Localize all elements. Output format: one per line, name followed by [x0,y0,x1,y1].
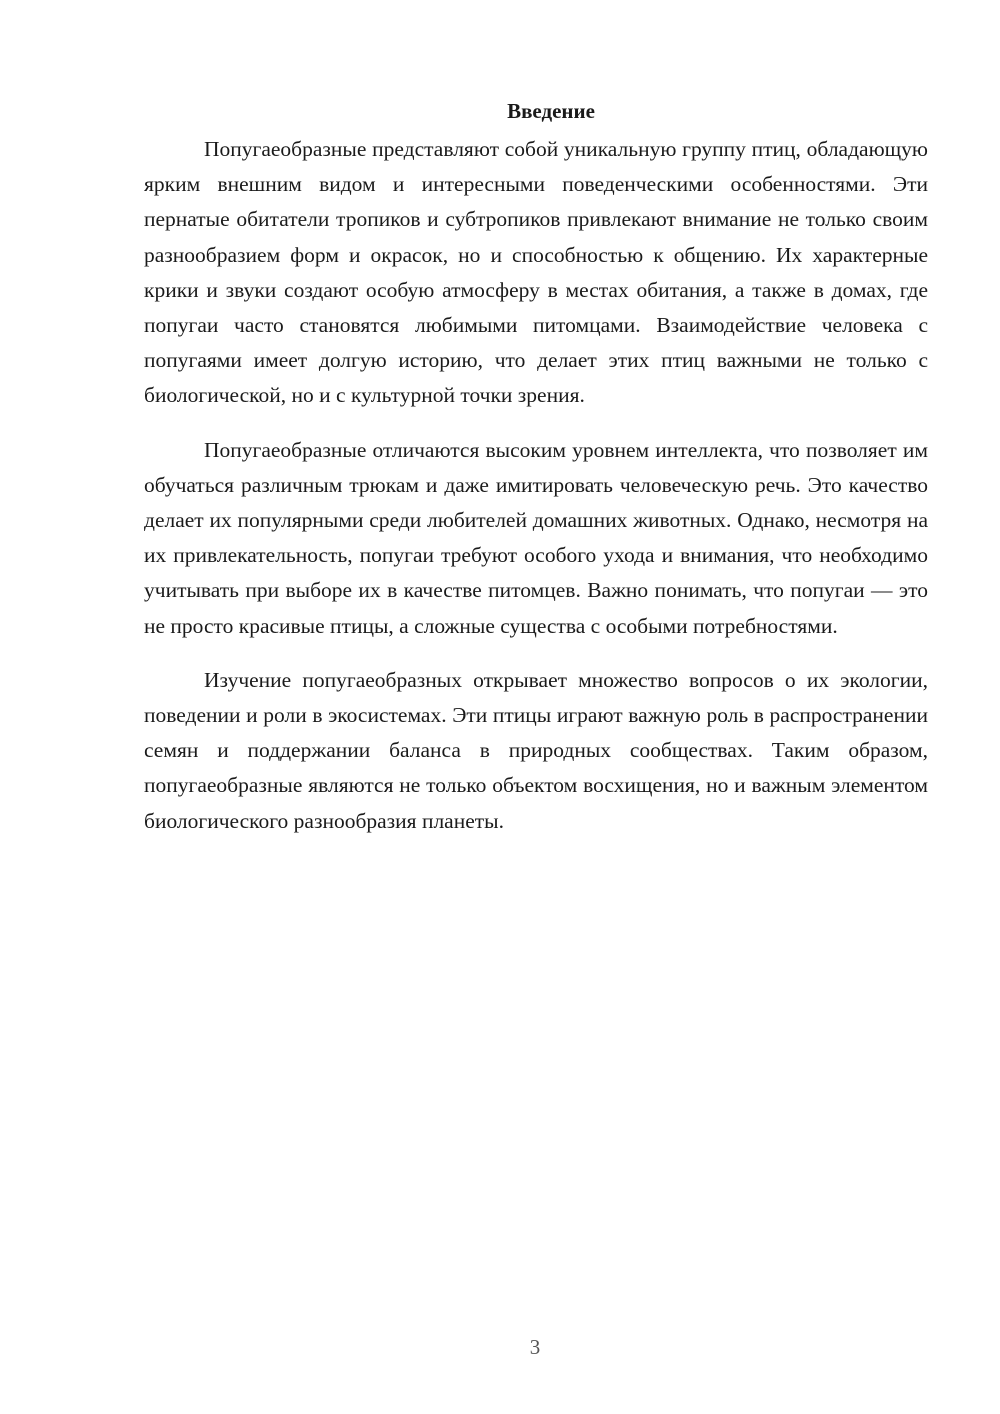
page-number: 3 [529,1335,541,1359]
page-content [144,96,928,839]
paragraph-3: Изучение попугаеобразных открывает множество вопросов о их экологии, поведении и роли в экосистемах. Эти птицы играют важную роль в распространении семян и поддержании баланса в природных сообществах. Таким образом, попугаеобразные являются не только объектом восхищения, но и важным элементом биологического разнообразия планеты. [144,667,928,833]
section-title: Введение [507,99,595,123]
paragraph-2: Попугаеобразные отличаются высоким уровнем интеллекта, что позволяет им обучаться различным трюкам и даже имитировать человеческую речь. Это качество делает их популярными среди любителей домашних животных. Однако, несмотря на их привлекательность, попугаи требуют особого ухода и внимания, что необходимо учитывать при выборе их в качестве питомцев. Важно понимать, что попугаи — это не просто красивые птицы, а сложные существа с особыми потребностями. [144,437,928,638]
paragraph-1: Попугаеобразные представляют собой уникальную группу птиц, обладающую ярким внешним видом и интересными поведенческими особенностями. Эти пернатые обитатели тропиков и субтропиков привлекают внимание не только своим разнообразием форм и окрасок, но и способностью к общению. Их характерные крики и звуки создают особую атмосферу в местах обитания, а также в домах, где попугаи часто становятся любимыми питомцами. Взаимодействие человека с попугаями имеет долгую историю, что делает этих птиц важными не только с биологической, но и с культурной точки зрения. [144,137,928,408]
